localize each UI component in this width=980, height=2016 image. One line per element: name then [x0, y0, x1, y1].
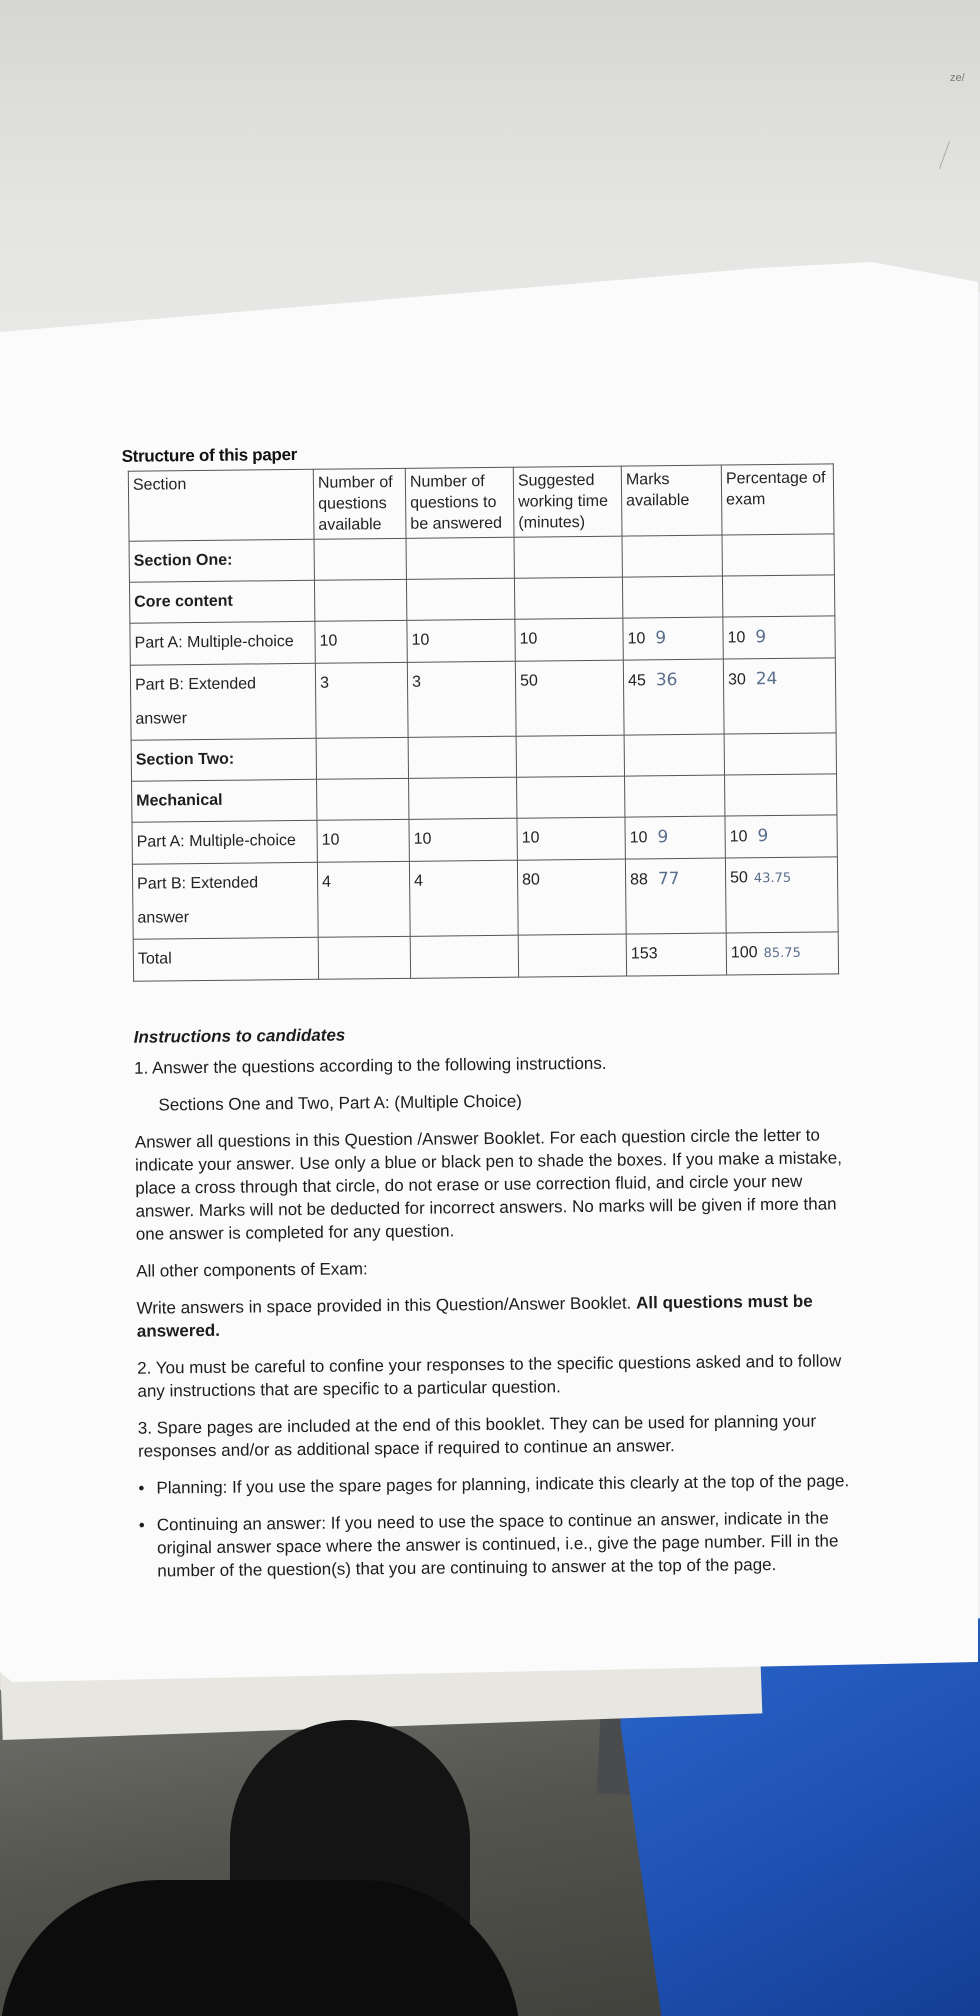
exam-paper-content [8, 290, 975, 1700]
table-row [130, 658, 836, 740]
answered-value: 10 [413, 830, 432, 848]
structure-title: Structure of this paper [121, 444, 298, 466]
part-name: Part B: Extended answer [134, 675, 257, 728]
time-value: 50 [519, 672, 538, 690]
part-name: Part B: Extended answer [137, 874, 259, 927]
instruction-item-1-paragraph: Answer all questions in this Question /Answer Booklet. For each question circle the letter to indicate your answer. Use only a blue or black pen to shade the boxes. If you make a mistake, place a cross through that circle, do not erase or use correction fluid, and circle your new answer. Marks will not be deducted for incorrect answers. No marks will be given if more than one answer is completed for any question. [134, 1125, 842, 1244]
corner-pencil-mark: ze/ [950, 72, 965, 84]
handwritten-percent: 9 [755, 627, 767, 648]
percent-value: 10 [729, 828, 748, 846]
handwritten-percent: 24 [755, 668, 778, 690]
other-components-text: Write answers in space provided in this Question/Answer Booklet. [136, 1293, 637, 1318]
table-header-row [128, 464, 834, 541]
bullet-continuing-text: Continuing an answer: If you need to use the space to continue an answer, indicate in the original answer space where the answer is continued, i.e., give the page number. Fill in the number of the question(s) that you are continuing to answer at the top of the page. [156, 1508, 839, 1581]
section-title: Section Two: [135, 750, 235, 769]
instructions-section [134, 1018, 870, 1583]
time-value: 80 [522, 871, 540, 889]
instructions-title: Instructions to candidates [133, 1025, 346, 1047]
instruction-item-1-subheading: Sections One and Two, Part A: (Multiple Choice) [158, 1091, 523, 1115]
answered-value: 3 [411, 673, 422, 691]
header-questions-answered: Number of questions to be answered [405, 467, 514, 538]
part-name: Part A: Multiple-choice [136, 832, 296, 851]
answered-value: 4 [414, 872, 424, 890]
bullet-planning [138, 1469, 868, 1500]
instruction-item-3: 3. Spare pages are included at the end of this booklet. They can be used for planning your responses and/or as additional space if required to continue an answer. [137, 1411, 817, 1461]
bullet-continuing [139, 1506, 870, 1583]
percent-value: 50 [730, 869, 748, 887]
instruction-item-1: 1. Answer the questions according to the following instructions. [133, 1053, 607, 1078]
marks-value: 10 [627, 630, 646, 648]
time-value: 10 [519, 630, 538, 648]
bullet-icon: • [138, 1515, 145, 1535]
percent-value: 10 [727, 629, 746, 647]
handwritten-marks: 36 [655, 670, 678, 691]
marks-value: 45 [627, 672, 646, 690]
available-value: 4 [322, 873, 332, 891]
handwritten-marks: 9 [655, 628, 667, 649]
header-marks-available: Marks available [621, 465, 722, 536]
percent-value: 30 [727, 671, 746, 689]
table-total-row [133, 932, 838, 981]
header-questions-available: Number of questions available [313, 468, 406, 539]
all-questions-answered: All questions must be answered. [136, 1291, 813, 1341]
table-row [132, 815, 837, 864]
handwritten-percent: 43.75 [753, 870, 792, 887]
available-value: 10 [319, 632, 338, 650]
table-row [130, 616, 835, 665]
answered-value: 10 [411, 631, 430, 649]
structure-table [128, 463, 839, 981]
marks-value: 10 [629, 829, 648, 847]
marks-value: 88 [630, 871, 648, 889]
other-components-heading: All other components of Exam: [136, 1259, 368, 1281]
total-percent: 100 [730, 944, 758, 962]
total-marks: 153 [630, 945, 658, 963]
bullet-planning-text: Planning: If you use the spare pages for planning, indicate this clearly at the top of the page. [156, 1471, 850, 1498]
section-subtitle: Mechanical [136, 791, 223, 810]
available-value: 10 [321, 831, 340, 849]
table-row [132, 857, 838, 939]
handwritten-marks: 77 [657, 869, 680, 890]
header-percentage: Percentage of exam [721, 464, 834, 535]
section-title: Section One: [133, 551, 233, 570]
total-label: Total [137, 950, 172, 968]
handwritten-marks: 9 [657, 827, 669, 848]
time-value: 10 [521, 829, 540, 847]
available-value: 3 [319, 674, 330, 692]
section-subtitle: Core content [134, 592, 233, 611]
header-section: Section [128, 469, 314, 541]
handwritten-percent: 9 [757, 826, 769, 847]
part-name: Part A: Multiple-choice [134, 633, 294, 652]
instruction-item-2: 2. You must be careful to confine your responses to the specific questions asked and to follow any instructions that are specific to a particular question. [137, 1351, 842, 1401]
bullet-icon: • [138, 1478, 145, 1498]
other-components-paragraph [136, 1289, 866, 1343]
handwritten-total-percent: 85.75 [763, 945, 801, 962]
header-working-time: Suggested working time (minutes) [513, 466, 622, 537]
